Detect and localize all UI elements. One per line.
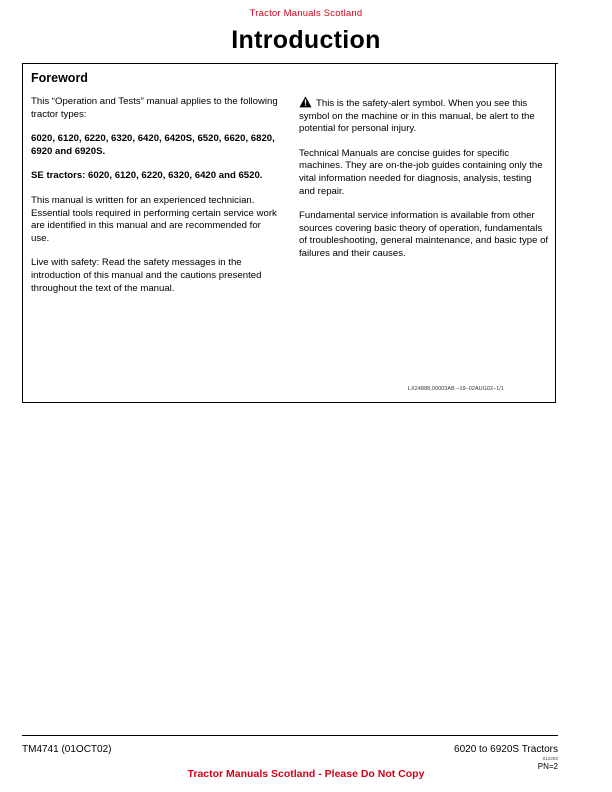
left-column bbox=[31, 96, 281, 307]
footer-divider-rule bbox=[22, 735, 558, 736]
page-title: Introduction bbox=[231, 26, 381, 54]
section-heading: Foreword bbox=[31, 71, 88, 85]
watermark-top: Tractor Manuals Scotland bbox=[249, 8, 363, 19]
paragraph-models: 6020, 6120, 6220, 6320, 6420, 6420S, 6520, 6620, 6820, 6920 and 6920S. bbox=[31, 133, 275, 157]
footer-page-number: PN=2 bbox=[537, 762, 558, 771]
footer-code: 012203 bbox=[542, 756, 558, 761]
paragraph-live-with-safety: Live with safety: Read the safety messages in the introduction of this manual and the cautions presented throughout the text of the manual. bbox=[31, 257, 262, 294]
paragraph-safety-symbol bbox=[299, 96, 549, 136]
footer-manual-id: TM4741 (01OCT02) bbox=[22, 744, 112, 755]
paragraph-se-models: SE tractors: 6020, 6120, 6220, 6320, 6420 and 6520. bbox=[31, 170, 263, 182]
right-column bbox=[299, 96, 549, 273]
safety-symbol-text: This is the safety-alert symbol. When you see this symbol on the machine or in this manual, be alert to the potential for personal injury. bbox=[299, 98, 535, 135]
paragraph-fundamental-service: Fundamental service information is available from other sources covering basic theory of operation, fundamentals of troubleshooting, general maintenance, and basic type of failures and their causes. bbox=[299, 210, 549, 259]
footer-product-line: 6020 to 6920S Tractors bbox=[454, 744, 558, 755]
paragraph-intro: This “Operation and Tests” manual applies to the following tractor types: bbox=[31, 96, 278, 120]
paragraph-technician: This manual is written for an experienced technician. Essential tools required in performing certain service work are identified in this manual and are recommended for use. bbox=[31, 194, 277, 244]
paragraph-technical-manuals: Technical Manuals are concise guides for specific machines. They are on-the-job guides containing only the vital information needed for diagnosis, analysis, testing and repair. bbox=[299, 147, 543, 197]
watermark-bottom: Tractor Manuals Scotland - Please Do Not Copy bbox=[187, 768, 425, 780]
safety-alert-triangle-icon bbox=[299, 96, 312, 108]
document-reference-code: LX24888,00003AB –19–02AUG02–1/1 bbox=[408, 386, 505, 392]
